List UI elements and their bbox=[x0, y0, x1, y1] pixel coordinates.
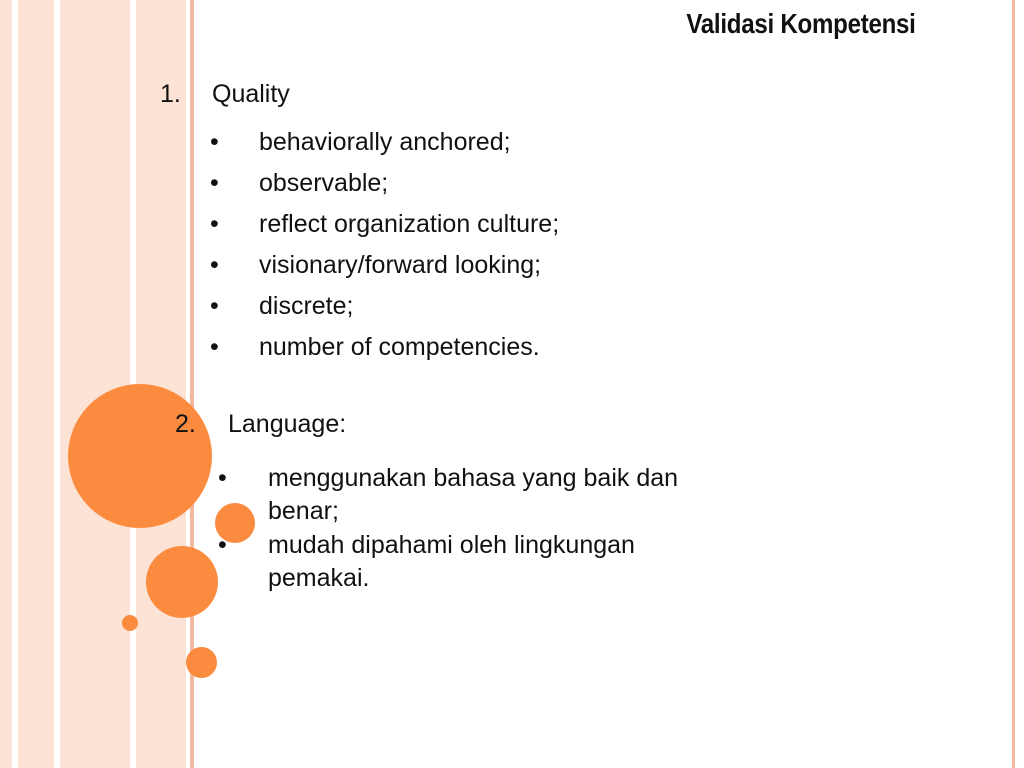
stripe bbox=[60, 0, 130, 768]
list-item bbox=[210, 208, 559, 249]
slide-title: Validasi Kompetensi bbox=[686, 8, 916, 39]
list-item bbox=[218, 462, 738, 528]
section-quality-heading bbox=[160, 80, 290, 109]
list-item bbox=[210, 126, 559, 167]
decorative-stripes bbox=[0, 0, 200, 768]
bullet: • bbox=[210, 210, 219, 238]
bullet: • bbox=[210, 128, 219, 156]
stripe bbox=[0, 0, 12, 768]
language-list bbox=[218, 462, 738, 596]
quality-list bbox=[210, 126, 559, 372]
section-label: Quality bbox=[212, 80, 290, 108]
list-item-text: number of competencies. bbox=[259, 333, 540, 361]
list-item-text: menggunakan bahasa yang baik dan benar; bbox=[268, 464, 679, 525]
list-item-text: mudah dipahami oleh lingkungan pemakai. bbox=[268, 531, 635, 592]
bullet: • bbox=[210, 292, 219, 320]
decorative-circle-medium bbox=[146, 546, 218, 618]
bullet: • bbox=[210, 251, 219, 279]
list-item-text: visionary/forward looking; bbox=[259, 251, 542, 279]
bullet: • bbox=[210, 169, 219, 197]
list-item-text: discrete; bbox=[259, 292, 354, 320]
bullet: • bbox=[210, 333, 219, 361]
decorative-circle-large bbox=[68, 384, 212, 528]
section-number: 2. bbox=[175, 410, 196, 438]
list-item-text: observable; bbox=[259, 169, 389, 197]
list-item bbox=[210, 290, 559, 331]
list-item-text: reflect organization culture; bbox=[259, 210, 560, 238]
section-number: 1. bbox=[160, 80, 181, 108]
bullet: • bbox=[218, 531, 227, 559]
bullet: • bbox=[218, 464, 227, 492]
list-item-text: behaviorally anchored; bbox=[259, 128, 511, 156]
right-border-line bbox=[1012, 0, 1015, 768]
decorative-circle-tiny bbox=[122, 615, 138, 631]
decorative-circle-small bbox=[186, 647, 217, 678]
list-item bbox=[210, 167, 559, 208]
stripe bbox=[18, 0, 54, 768]
list-item bbox=[210, 331, 559, 372]
list-item bbox=[218, 529, 738, 595]
section-label: Language: bbox=[228, 410, 347, 438]
section-language-heading bbox=[175, 410, 346, 439]
list-item bbox=[210, 249, 559, 290]
